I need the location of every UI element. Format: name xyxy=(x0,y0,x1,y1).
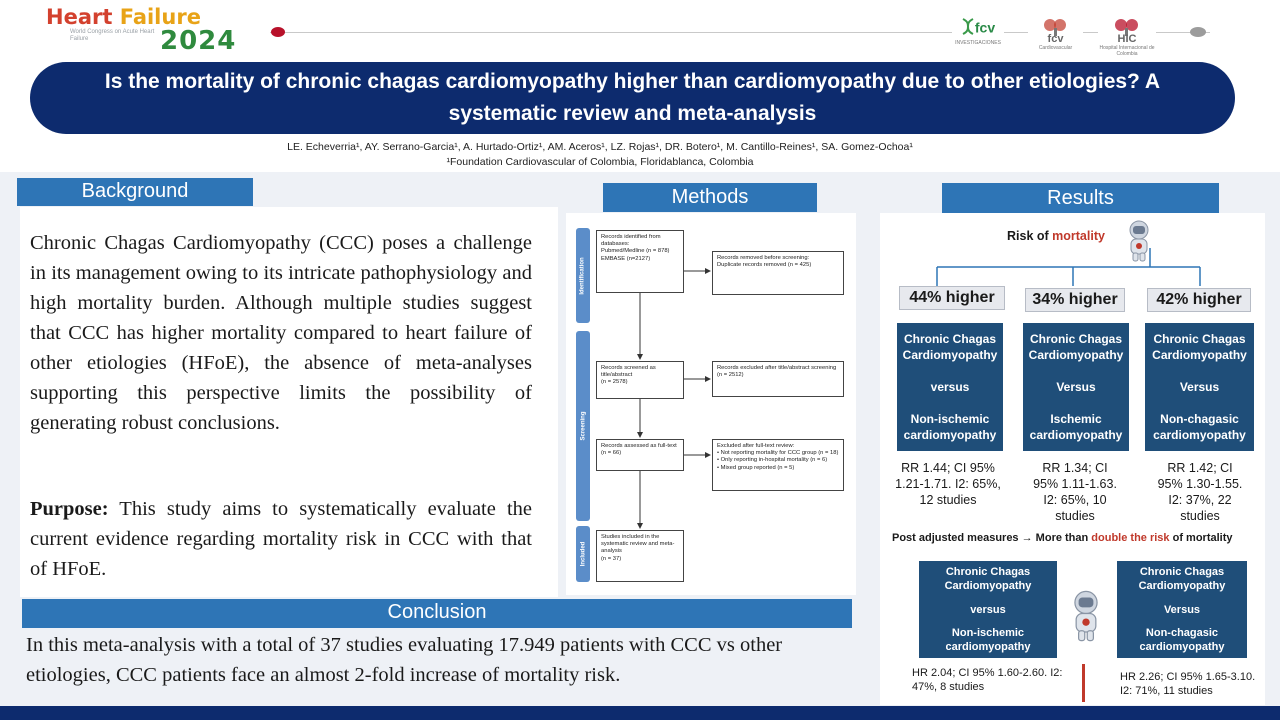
background-heading: Background xyxy=(17,178,253,206)
dna-icon xyxy=(961,18,975,40)
background-text: Chronic Chagas Cardiomyopathy (CCC) poses a challenge in its management owing to its intricate pathophysiology and high mortality burden. Although multiple studies suggest that CCC has higher mortality compared to heart failure of other etiologies (HFoE), the absence of meta-analyses supporting this perspective limits the possibility of generating robust conclusions. xyxy=(30,232,532,434)
adjusted-stat-2: HR 2.26; CI 95% 1.65-3.10. I2: 71%, 11 studies xyxy=(1120,671,1256,697)
adjusted-card-2: Chronic Chagas Cardiomyopathy Versus Non-chagasic cardiomyopathy xyxy=(1117,561,1247,658)
adjusted-stat-1: HR 2.04; CI 95% 1.60-2.60. I2: 47%, 8 studies xyxy=(912,667,1063,693)
adjusted-divider xyxy=(1082,664,1085,702)
comparison-card-1: Chronic Chagas Cardiomyopathy versus Non-ischemic cardiomyopathy xyxy=(897,323,1003,451)
box-records-excluded-title: Records excluded after title/abstract screening (n = 2512) xyxy=(712,361,844,397)
congress-logo-title: Heart Failure xyxy=(46,5,201,29)
conclusion-heading: Conclusion xyxy=(22,599,852,628)
astronaut-icon xyxy=(1070,588,1102,644)
methods-heading: Methods xyxy=(603,183,817,212)
purpose-text xyxy=(30,494,532,584)
box-excluded-fulltext: Excluded after full-text review: • Not reporting mortality for CCC group (n = 18) • Only reporting in-hospital mortality (n = 6) • Mixed group reported (n = 5) xyxy=(712,439,844,491)
stage-screening: Screening xyxy=(576,331,590,521)
header-dot-left xyxy=(271,27,285,37)
percentage-badge-1: 44% higher xyxy=(899,286,1005,310)
comparison-stat-3: RR 1.42; CI 95% 1.30-1.55. I2: 37%, 22 studies xyxy=(1157,461,1243,523)
box-records-identified: Records identified from databases: Pubmed/Medline (n = 878) EMBASE (n=2127) xyxy=(596,230,684,293)
poster-title: Is the mortality of chronic chagas cardiomyopathy higher than cardiomyopathy due to other etiologies? A systematic review and meta-analysis xyxy=(30,62,1235,134)
box-records-screened: Records screened as title/abstract (n = 2578) xyxy=(596,361,684,399)
box-studies-included: Studies included in the systematic review and meta-analysis (n = 37) xyxy=(596,530,684,582)
comparison-stat-1: RR 1.44; CI 95% 1.21-1.71. I2: 65%, 12 studies xyxy=(895,461,1001,507)
flow-arrows xyxy=(566,213,856,595)
stage-included: Included xyxy=(576,526,590,582)
box-fulltext-assessed: Records assessed as full-text (n = 66) xyxy=(596,439,684,471)
fcv-investigaciones-logo: fcv INVESTIGACIONES xyxy=(952,18,1004,52)
fcv-cardiovascular-logo: fcv Cardiovascular xyxy=(1028,18,1083,52)
post-adjusted-line: Post adjusted measures → More than double the risk of mortality xyxy=(892,532,1233,544)
risk-of-mortality-label: Risk of mortality xyxy=(1007,229,1105,243)
comparison-stat-2: RR 1.34; CI 95% 1.11-1.63. I2: 65%, 10 studies xyxy=(1033,461,1117,523)
header-dot-right xyxy=(1190,27,1206,37)
conclusion-text: In this meta-analysis with a total of 37 studies evaluating 17.949 patients with CCC vs other etiologies, CCC patients face an almost 2-fold increase of mortality risk. xyxy=(26,634,783,686)
purpose-body: This study aims to systematically evaluate the current evidence regarding mortality risk in CCC with that of HFoE. xyxy=(30,498,532,580)
comparison-card-3: Chronic Chagas Cardiomyopathy Versus Non-chagasic cardiomyopathy xyxy=(1145,323,1254,451)
prisma-flow-panel xyxy=(566,213,856,595)
congress-logo-subtitle: World Congress on Acute Heart Failure xyxy=(70,29,155,42)
results-heading: Results xyxy=(942,183,1219,213)
purpose-label: Purpose: xyxy=(30,498,109,520)
box-records-removed: Records removed before screening: Duplicate records removed (n = 425) xyxy=(712,251,844,295)
stage-identification: Identification xyxy=(576,228,590,323)
affiliation: ¹Foundation Cardiovascular of Colombia, Floridablanca, Colombia xyxy=(446,156,754,168)
authors-block xyxy=(150,140,1050,170)
adjusted-card-1: Chronic Chagas Cardiomyopathy versus Non-ischemic cardiomyopathy xyxy=(919,561,1057,658)
comparison-card-2: Chronic Chagas Cardiomyopathy Versus Ischemic cardiomyopathy xyxy=(1023,323,1129,451)
results-tree-lines xyxy=(880,240,1265,290)
footer-bar xyxy=(0,706,1280,720)
percentage-badge-2: 34% higher xyxy=(1025,288,1125,312)
congress-logo-year: 2024 xyxy=(160,26,237,56)
percentage-badge-3: 42% higher xyxy=(1147,288,1251,312)
hic-logo: HIC Hospital Internacional de Colombia xyxy=(1098,18,1156,52)
authors-list: LE. Echeverria¹, AY. Serrano-Garcia¹, A. Hurtado-Ortiz¹, AM. Aceros¹, LZ. Rojas¹, DR. Botero¹, M. Cantillo-Reines¹, SA. Gomez-Ochoa¹ xyxy=(287,141,913,153)
